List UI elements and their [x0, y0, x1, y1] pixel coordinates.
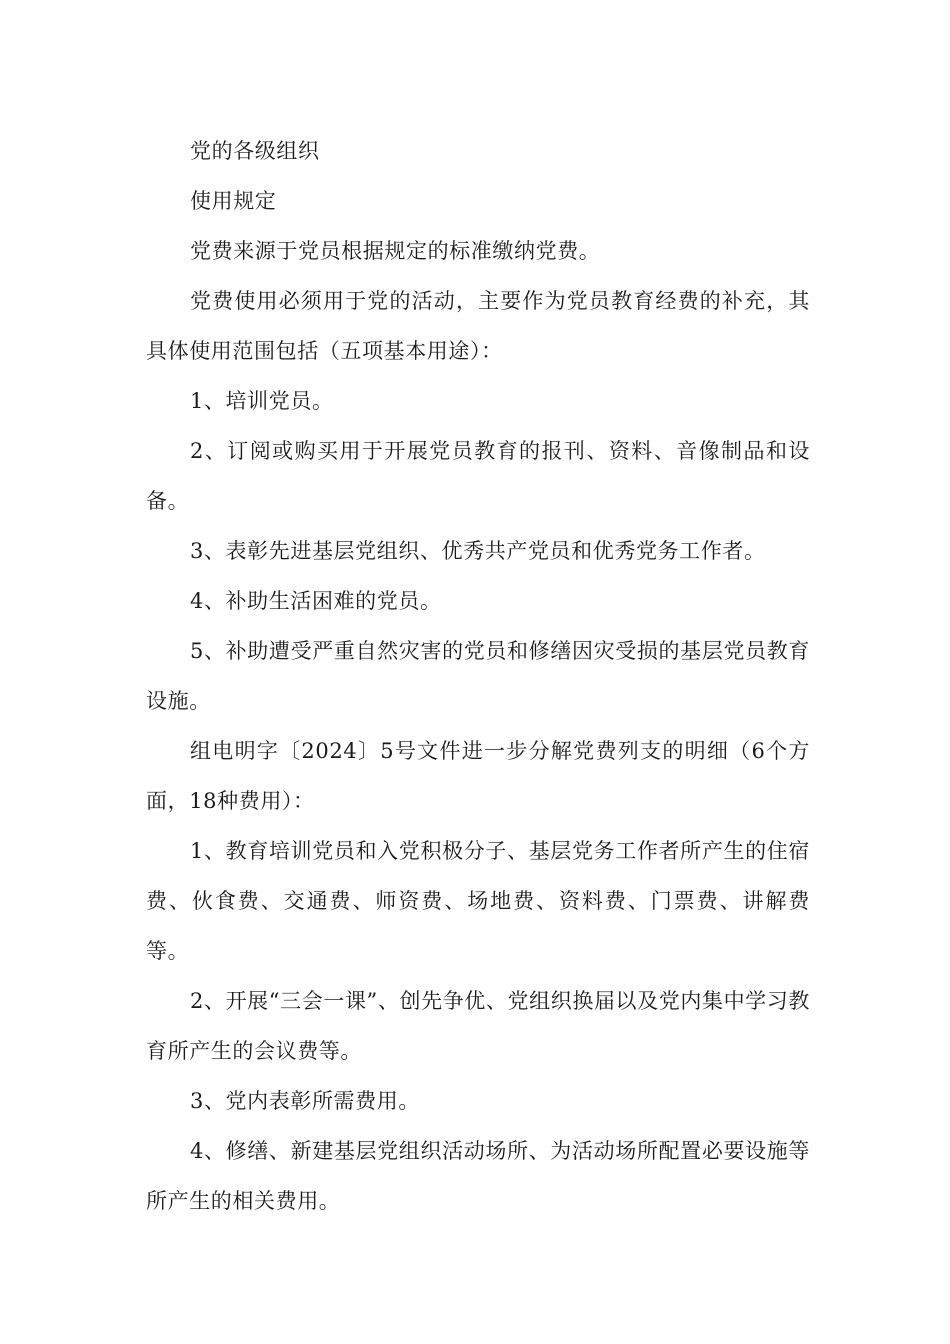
- paragraph-heading-org: 党的各级组织: [190, 139, 320, 163]
- paragraph-item-5: 5、补助遭受严重自然灾害的党员和修缮因灾受损的基层党员教育设施。: [146, 639, 810, 713]
- paragraph-detail-3: 3、党内表彰所需费用。: [190, 1089, 420, 1113]
- paragraph-detail-1: 1、教育培训党员和入党积极分子、基层党务工作者所产生的住宿费、伙食费、交通费、师资费、场地费、资料费、门票费、讲解费等。: [146, 839, 810, 963]
- paragraph-source: 党费来源于党员根据规定的标准缴纳党费。: [190, 239, 601, 263]
- paragraph-detail-4: 4、修缮、新建基层党组织活动场所、为活动场所配置必要设施等所产生的相关费用。: [146, 1139, 810, 1213]
- document-body: [146, 126, 810, 1226]
- paragraph-item-1: 1、培训党员。: [190, 389, 334, 413]
- paragraph-detail-2: 2、开展“三会一课”、创先争优、党组织换届以及党内集中学习教育所产生的会议费等。: [146, 989, 810, 1063]
- paragraph-item-4: 4、补助生活困难的党员。: [190, 589, 442, 613]
- paragraph-detail-intro: 组电明字〔2024〕5号文件进一步分解党费列支的明细（6个方面，18种费用）：: [146, 739, 810, 813]
- paragraph-item-2: 2、订阅或购买用于开展党员教育的报刊、资料、音像制品和设备。: [146, 439, 810, 513]
- paragraph-usage-scope: 党费使用必须用于党的活动，主要作为党员教育经费的补充，其具体使用范围包括（五项基本用途）：: [146, 289, 810, 363]
- paragraph-item-3: 3、表彰先进基层党组织、优秀共产党员和优秀党务工作者。: [190, 539, 766, 563]
- paragraph-heading-rules: 使用规定: [190, 189, 277, 213]
